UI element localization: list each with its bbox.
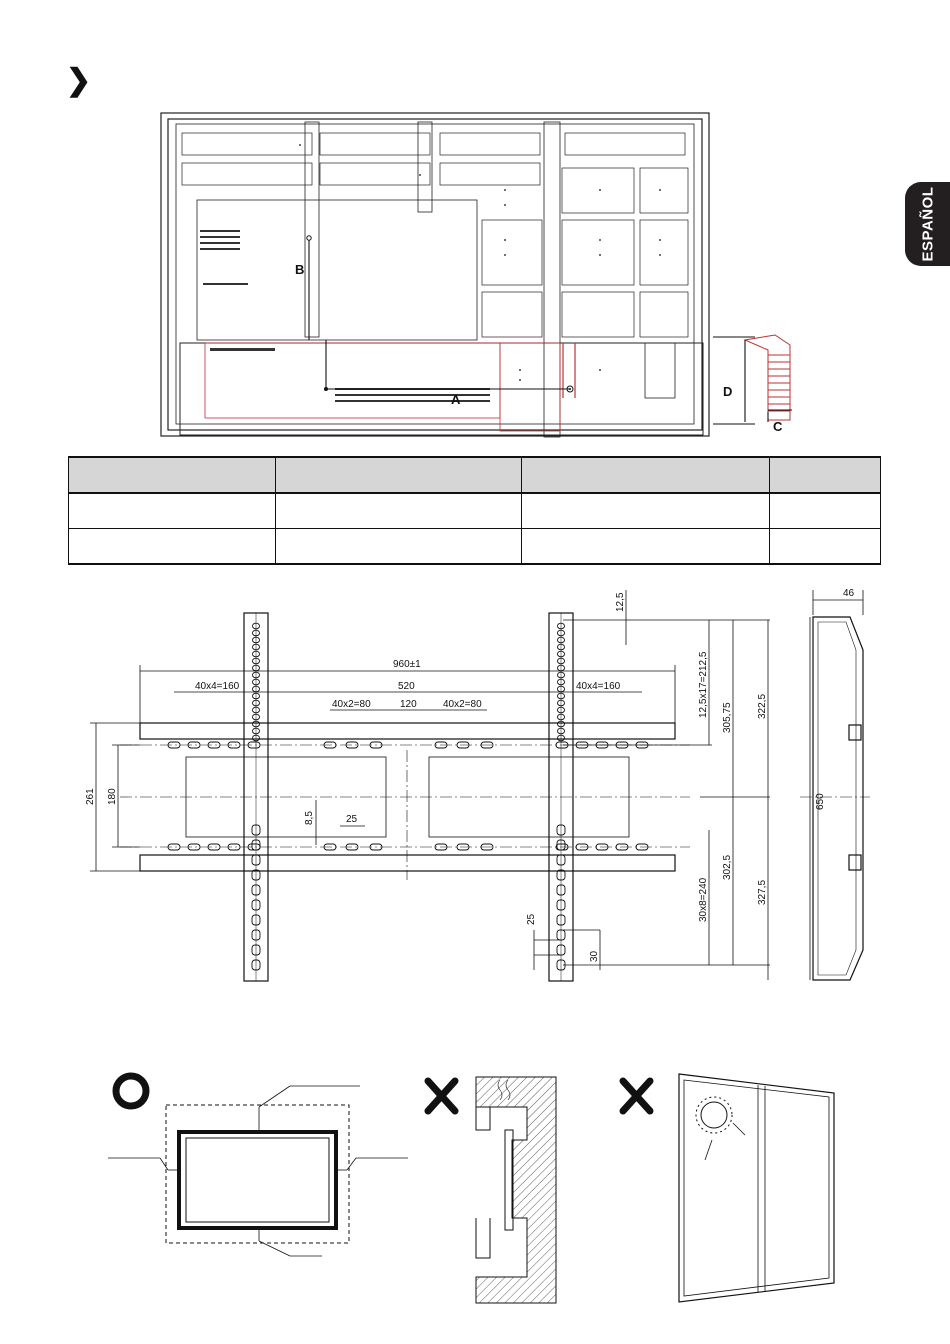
mount-slot (248, 844, 260, 850)
upright-hole (253, 665, 260, 671)
mount-slot (596, 742, 608, 748)
mount-slot (208, 844, 220, 850)
mount-slot (556, 844, 568, 850)
upright-hole (558, 728, 565, 734)
upright-hole (253, 644, 260, 650)
upright-hole (558, 672, 565, 678)
dim-40x2-left: 40x2=80 (332, 699, 371, 710)
mount-slot (228, 742, 240, 748)
label-d: D (723, 384, 733, 399)
dim-650: 650 (815, 793, 826, 810)
mount-slot (370, 742, 382, 748)
section-arrow-icon: ❯ (66, 64, 92, 97)
upright-hole (558, 644, 565, 650)
mount-slot (481, 742, 493, 748)
ok-icon (116, 1076, 146, 1106)
dim-520: 520 (398, 681, 415, 692)
dim-261: 261 (85, 788, 96, 805)
table-header-cell (522, 457, 770, 493)
upright-slot (252, 825, 260, 835)
upright-slot (252, 960, 260, 970)
dim-960: 960±1 (393, 659, 421, 670)
not-ok-icon-2 (623, 1081, 650, 1111)
upright-hole (558, 693, 565, 699)
upright-hole (253, 623, 260, 629)
mount-slot (576, 844, 588, 850)
mount-slot (208, 742, 220, 748)
table-cell (69, 493, 276, 529)
mount-slot (324, 844, 336, 850)
table-header-cell (770, 457, 881, 493)
label-c: C (773, 419, 783, 434)
back-panel-drawing (0, 0, 950, 450)
table-cell (770, 529, 881, 565)
upright-hole (558, 735, 565, 741)
dim-305-75: 305,75 (722, 702, 733, 733)
dim-180: 180 (107, 788, 118, 805)
table-row (69, 493, 881, 529)
mount-slot (616, 844, 628, 850)
dim-46: 46 (843, 588, 855, 599)
upright-slot (557, 885, 565, 895)
mount-slot (435, 742, 447, 748)
upright-slot (252, 930, 260, 940)
dim-40x4-left: 40x4=160 (195, 681, 240, 692)
upright-slot (557, 930, 565, 940)
upright-hole (253, 637, 260, 643)
table-cell (69, 529, 276, 565)
upright-hole (558, 721, 565, 727)
table-cell (276, 493, 522, 529)
mount-slot (596, 844, 608, 850)
upright-hole (253, 721, 260, 727)
upright-hole (253, 700, 260, 706)
mount-slot (228, 844, 240, 850)
label-b: B (295, 262, 305, 277)
upright-hole (253, 714, 260, 720)
upright-slot (252, 870, 260, 880)
upright-slot (252, 945, 260, 955)
mount-slot (435, 844, 447, 850)
upright-slot (252, 840, 260, 850)
upright-hole (558, 623, 565, 629)
upright-hole (253, 707, 260, 713)
upright-slot (557, 900, 565, 910)
not-ok-icon-1 (428, 1081, 455, 1111)
upright-slot (252, 915, 260, 925)
mount-slot (636, 742, 648, 748)
upright-hole (253, 693, 260, 699)
language-tab-label: ESPAÑOL (919, 186, 936, 262)
upright-hole (253, 686, 260, 692)
dim-322-5: 322,5 (757, 693, 768, 719)
upright-hole (558, 637, 565, 643)
mount-slot (481, 844, 493, 850)
label-a: A (451, 392, 461, 407)
upright-hole (558, 714, 565, 720)
upright-slot (252, 900, 260, 910)
dim-30x8: 30x8=240 (698, 877, 709, 922)
upright-slot (557, 825, 565, 835)
upright-hole (558, 707, 565, 713)
upright-hole (558, 630, 565, 636)
mount-slot (636, 844, 648, 850)
mount-slot (346, 844, 358, 850)
upright-hole (558, 651, 565, 657)
upright-hole (558, 679, 565, 685)
dim-40x2-right: 40x2=80 (443, 699, 482, 710)
dim-25-v: 25 (526, 913, 537, 925)
table-cell (522, 529, 770, 565)
mount-slot (168, 742, 180, 748)
mount-slot (457, 844, 469, 850)
mount-slot (616, 742, 628, 748)
table-header-cell (69, 457, 276, 493)
mount-slot (556, 742, 568, 748)
upright-hole (253, 672, 260, 678)
table-cell (276, 529, 522, 565)
mount-slot (576, 742, 588, 748)
spec-table (68, 456, 881, 565)
dim-8-5: 8,5 (304, 811, 315, 825)
upright-hole (558, 658, 565, 664)
upright-slot (557, 960, 565, 970)
mount-slot (168, 844, 180, 850)
upright-slot (557, 855, 565, 865)
upright-hole (558, 665, 565, 671)
dim-25-h: 25 (346, 814, 358, 825)
table-row (69, 529, 881, 565)
table-cell (522, 493, 770, 529)
dim-12-5x17: 12,5x17=212,5 (698, 651, 709, 718)
upright-hole (558, 686, 565, 692)
mount-slot (324, 742, 336, 748)
upright-slot (557, 945, 565, 955)
mount-slot (346, 742, 358, 748)
upright-hole (253, 728, 260, 734)
dim-40x4-right: 40x4=160 (576, 681, 621, 692)
mount-slot (248, 742, 260, 748)
dim-30: 30 (589, 950, 600, 962)
table-cell (770, 493, 881, 529)
mount-slot (188, 844, 200, 850)
table-header-row (69, 457, 881, 493)
dim-12-5: 12,5 (615, 592, 626, 612)
dim-327-5: 327,5 (757, 879, 768, 905)
upright-slot (557, 870, 565, 880)
upright-hole (253, 658, 260, 664)
mount-slot (370, 844, 382, 850)
upright-hole (558, 700, 565, 706)
upright-slot (557, 915, 565, 925)
upright-hole (253, 735, 260, 741)
mount-slot (457, 742, 469, 748)
dim-302-5: 302,5 (722, 854, 733, 880)
upright-hole (253, 679, 260, 685)
upright-slot (252, 885, 260, 895)
upright-hole (253, 651, 260, 657)
upright-slot (557, 840, 565, 850)
dim-120: 120 (400, 699, 417, 710)
mount-slot (188, 742, 200, 748)
upright-hole (253, 630, 260, 636)
table-header-cell (276, 457, 522, 493)
upright-slot (252, 855, 260, 865)
